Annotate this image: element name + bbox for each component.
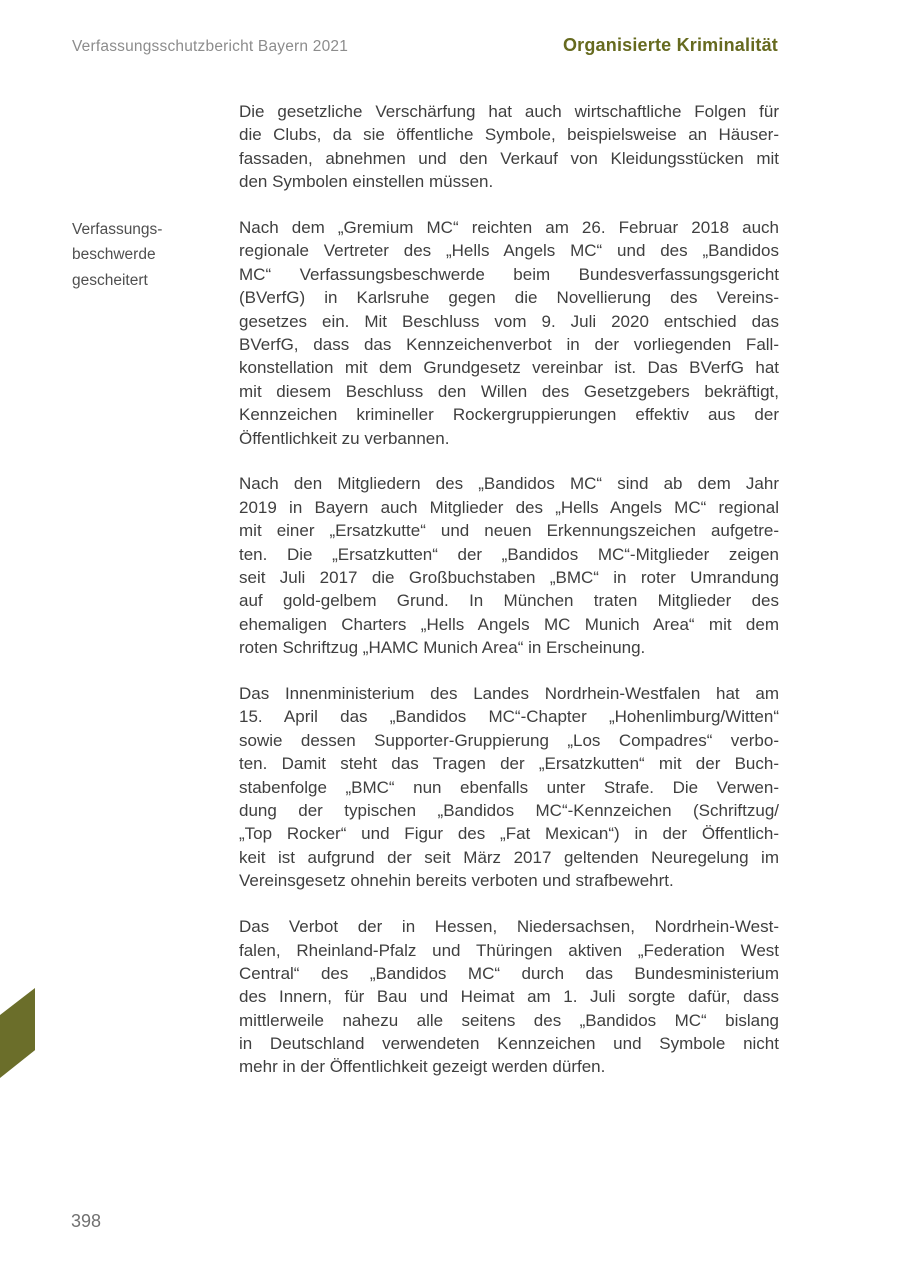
margin-note-line: Verfassungs- (72, 221, 163, 238)
body-line: dung der typischen „Bandidos MC“-Kennzeichen (Schriftzug/ (239, 801, 779, 821)
olive-parallelogram-decoration (0, 988, 35, 1078)
body-line: keit ist aufgrund der seit März 2017 geltenden Neuregelung im (239, 847, 779, 867)
body-line: gesetzes ein. Mit Beschluss vom 9. Juli 2020 entschied das (239, 311, 779, 331)
paragraph (239, 915, 779, 1079)
body-line: auf gold-gelbem Grund. In München traten Mitglieder des (239, 591, 779, 611)
body-line: mit diesem Beschluss den Willen des Gesetzgebers bekräftigt, (239, 381, 779, 401)
body-line: Central“ des „Bandidos MC“ durch das Bundesministerium (239, 963, 779, 983)
body-line: „Top Rocker“ und Figur des „Fat Mexican“) in der Öffentlich- (239, 824, 779, 844)
body-line: stabenfolge „BMC“ nun ebenfalls unter Strafe. Die Verwen- (239, 777, 779, 797)
body-line: (BVerfG) in Karlsruhe gegen die Novellierung des Vereins- (239, 288, 779, 308)
body-line: mit einer „Ersatzkutte“ und neuen Erkennungszeichen aufgetre- (239, 521, 779, 541)
body-line: ehemaligen Charters „Hells Angels MC Munich Area“ mit dem (239, 614, 779, 634)
chapter-title: Organisierte Kriminalität (562, 35, 778, 55)
margin-note-line: gescheitert (72, 271, 148, 289)
body-line: regionale Vertreter des „Hells Angels MC“ und des „Bandidos (239, 241, 779, 261)
body-line: Vereinsgesetz ohnehin bereits verboten und strafbewehrt. (239, 871, 674, 891)
body-line: konstellation mit dem Grundgesetz vereinbar ist. Das BVerfG hat (239, 358, 779, 378)
margin-note-line: beschwerde (72, 246, 156, 264)
body-line: Das Innenministerium des Landes Nordrhein-Westfalen hat am (239, 684, 779, 704)
body-line: ten. Damit steht das Tragen der „Ersatzkutten“ mit der Buch- (239, 754, 779, 774)
body-line: Die gesetzliche Verschärfung hat auch wirtschaftliche Folgen für (239, 102, 779, 121)
body-line: den Symbolen einstellen müssen. (239, 172, 494, 192)
report-title: Verfassungsschutzbericht Bayern 2021 (72, 38, 349, 55)
paragraph (239, 216, 779, 450)
body-line: Nach den Mitgliedern des „Bandidos MC“ sind ab dem Jahr (239, 474, 779, 494)
body-line: roten Schriftzug „HAMC Munich Area“ in Erscheinung. (239, 638, 646, 658)
body-line: Öffentlichkeit zu verbannen. (239, 428, 450, 448)
paragraph (239, 472, 779, 659)
body-line: 15. April das „Bandidos MC“-Chapter „Hohenlimburg/Witten“ (239, 707, 779, 727)
body-line: des Innern, für Bau und Heimat am 1. Juli sorgte dafür, dass (239, 987, 779, 1007)
margin-note (72, 217, 222, 293)
body-line: MC“ Verfassungsbeschwerde beim Bundesverfassungsgericht (239, 264, 779, 284)
body-line: BVerfG, dass das Kennzeichenverbot in der vorliegenden Fall- (239, 335, 779, 355)
body-line: fassaden, abnehmen und den Verkauf von Kleidungsstücken mit (239, 148, 779, 168)
paragraph (239, 100, 779, 194)
body-line: mehr in der Öffentlichkeit gezeigt werden dürfen. (239, 1057, 606, 1077)
body-line: Das Verbot der in Hessen, Niedersachsen, Nordrhein-West- (239, 917, 779, 937)
page-number: 398 (71, 1211, 102, 1231)
body-line: in Deutschland verwendeten Kennzeichen und Symbole nicht (239, 1034, 779, 1054)
body-line: falen, Rheinland-Pfalz und Thüringen aktiven „Federation West (239, 940, 779, 960)
body-line: ten. Die „Ersatzkutten“ der „Bandidos MC“-Mitglieder zeigen (239, 544, 779, 564)
body-line: sowie dessen Supporter-Gruppierung „Los Compadres“ verbo- (239, 730, 779, 750)
body-line: seit Juli 2017 die Großbuchstaben „BMC“ in roter Umrandung (239, 568, 779, 588)
body-line: 2019 in Bayern auch Mitglieder des „Hells Angels MC“ regional (239, 497, 779, 517)
body-line: mittlerweile nahezu alle seitens des „Bandidos MC“ bislang (239, 1010, 779, 1030)
body-line: die Clubs, da sie öffentliche Symbole, beispielsweise an Häuser- (239, 125, 779, 145)
body-line: Kennzeichen krimineller Rockergruppierungen effektiv aus der (239, 405, 779, 425)
body-line: Nach dem „Gremium MC“ reichten am 26. Februar 2018 auch (239, 218, 779, 238)
body-text (239, 100, 779, 1101)
paragraph (239, 682, 779, 893)
